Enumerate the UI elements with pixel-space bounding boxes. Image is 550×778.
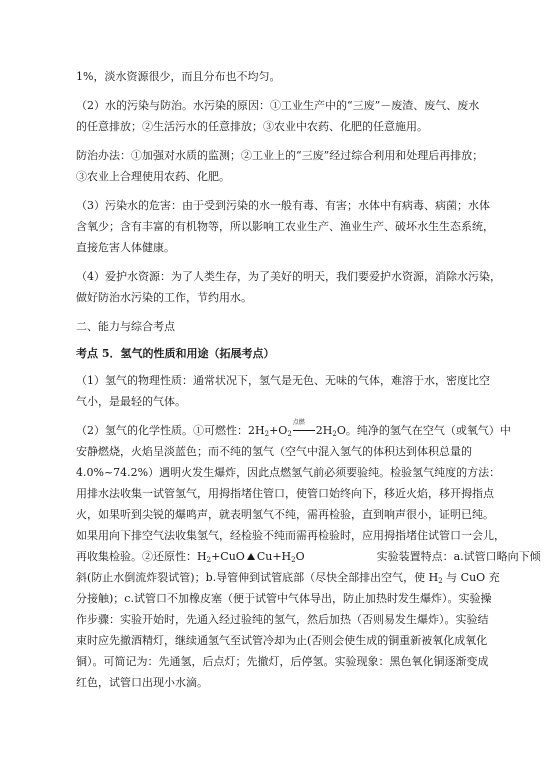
paragraph-prevention-l1: 防治办法：①加强对水质的监测；②工业上的“三废”经过综合利用和处理后再排放； — [76, 149, 484, 162]
chemical-properties-l4: 用排水法收集一试管氢气，用拇指堵住管口，使管口始终向下，移近火焰，移开拇指点 — [76, 487, 494, 500]
paragraph-freshwater-end: 1%，淡水资源很少，而且分布也不均匀。 — [76, 70, 281, 83]
chemical-properties-l8: 斜(防止水倒流炸裂试管)；b.导管伸到试管底部（尽快全部排出空气，使 $H_2$ 与 CuO 充 — [76, 571, 500, 585]
chemical-properties-l10: 作步骤：实验开始时，先通入经过验纯的氢气，然后加热（否则易发生爆炸）。实验结 — [76, 613, 489, 626]
chemical-properties-l11: 束时应先撤酒精灯，继续通氢气至试管冷却为止(否则会使生成的铜重新被氧化成氧化 — [76, 634, 488, 647]
chemical-properties-l13: 红色，试管口出现小水滴。 — [76, 676, 208, 689]
section-heading: 二、能力与综合考点 — [76, 320, 175, 333]
paragraph-protect-water-l2: 做好防治水污染的工作，节约用水。 — [76, 291, 252, 304]
chemical-properties-l5: 火，如果听到尖锐的爆鸣声，就表明氢气不纯，需再检验，直到响声很小，证明已纯。 — [76, 508, 494, 521]
reaction-condition-ignite: 点燃 — [293, 423, 315, 435]
paragraph-harm-l1: （3）污染水的危害：由于受到污染的水一般有毒、有害；水体中有病毒、病菌；水体 — [76, 199, 490, 212]
paragraph-harm-l3: 直接危害人体健康。 — [76, 241, 175, 254]
paragraph-protect-water-l1: （4）爱护水资源：为了人类生存，为了美好的明天，我们要爱护水资源，消除水污染， — [76, 270, 501, 283]
chemical-properties-l3: 4.0%~74.2%）遇明火发生爆炸，因此点燃氢气前必须要验纯。检验氢气纯度的方法： — [76, 466, 501, 479]
chemical-properties-l7: 再收集检验。②还原性：$H_2+CuO$ $Cu+H_2O$ 实验装置特点：a.试管口略向下倾 — [76, 550, 541, 564]
chemical-properties-l9: 分接触)；c.试管口不加橡皮塞（便于试管中气体导出，防止加热时发生爆炸）。实验操 — [76, 592, 492, 605]
paragraph-harm-l2: 含氧少；含有丰富的有机物等，所以影响工农业生产、渔业生产、破坏水生生态系统， — [76, 220, 494, 233]
physical-properties-l1: （1）氢气的物理性质：通常状况下，氢气是无色、无味的气体，难溶于水，密度比空 — [76, 374, 490, 387]
heat-triangle-icon — [247, 553, 255, 560]
chemical-properties-l6: 如果用向下排空气法收集氢气，经检验不纯而需再检验时，应用拇指堵住试管口一会儿， — [76, 529, 505, 542]
kaodian-title: 考点 5．氢气的性质和用途（拓展考点） — [76, 347, 275, 360]
physical-properties-l2: 气小，是最轻的气体。 — [76, 395, 186, 408]
paragraph-water-pollution-l1: （2）水的污染与防治。水污染的原因：①工业生产中的“三废”－废渣、废气、废水 — [76, 99, 480, 112]
chemical-properties-l1: （2）氢气的化学性质。①可燃性：$2H_2+O_2$ 点燃 $2H_2O$。纯净的氢气在空气（或氧气）中 — [76, 419, 511, 438]
chemical-properties-l2: 安静燃烧，火焰呈淡蓝色；而不纯的氢气（空气中混入氢气的体积达到体积总量的 — [76, 445, 472, 458]
paragraph-water-pollution-l2: 的任意排放；②生活污水的任意排放；③农业中农药、化肥的任意施用。 — [76, 120, 428, 133]
chemical-properties-l12: 铜）。可简记为：先通氢，后点灯；先撤灯，后停氢。实验现象：黑色氧化铜逐渐变成 — [76, 655, 489, 668]
paragraph-prevention-l2: ③农业上合理使用农药、化肥。 — [76, 170, 230, 183]
